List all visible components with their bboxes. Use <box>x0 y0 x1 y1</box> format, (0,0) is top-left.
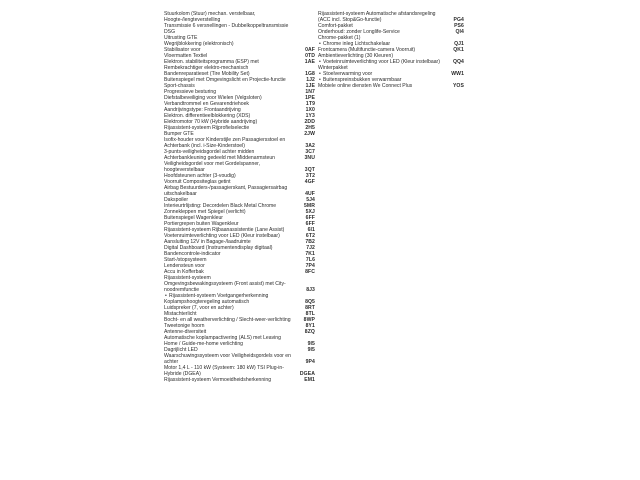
equipment-description: Chrome-pakket (1) <box>318 35 361 41</box>
equipment-description: Vloermatten Textiel <box>164 53 208 59</box>
equipment-description: Onderhoud: zonder Longlife-Service <box>318 29 400 35</box>
equipment-description: Voetenruimteverlichting voor LED (Kleur instelbaar) <box>164 233 280 239</box>
equipment-description: Achterbankleuning gedeeld met Middenarmsteun <box>164 155 276 161</box>
equipment-code: 6FF <box>305 215 315 221</box>
equipment-description: Elektron. stabiliteitsprogramma (ESP) met <box>164 59 259 65</box>
equipment-description: Start-/stopsysteem <box>164 257 207 263</box>
equipment-description: Sport-chassis <box>164 83 195 89</box>
equipment-list-left <box>164 11 315 383</box>
equipment-code: 2DD <box>304 119 315 125</box>
equipment-code: 6FF <box>305 221 315 227</box>
equipment-description: Frontcamera (Multifunctie-camera Voorruit) <box>318 47 416 53</box>
equipment-description: 3-punts-veiligheidsgordel achter midden <box>164 149 255 155</box>
equipment-code: 5XJ <box>305 209 315 215</box>
equipment-description: Voeteinruimteverlichting voor LED (Kleur instelbaar) <box>323 59 440 65</box>
equipment-item <box>164 365 315 377</box>
equipment-item <box>164 377 315 383</box>
equipment-code: 5MR <box>303 203 315 209</box>
equipment-description: Veiligheidsgordel voor met Gordelspanner, hoogteverstelbaar <box>164 161 260 173</box>
equipment-description: Verbandtrommel en Gevarendriehoek <box>164 101 249 107</box>
equipment-code: 3A2 <box>305 143 315 149</box>
equipment-code: 9I5 <box>307 341 315 347</box>
equipment-item <box>164 335 315 347</box>
equipment-code: 7J2 <box>306 245 315 251</box>
equipment-description: Buitenspiegel Wagenkleur <box>164 215 223 221</box>
equipment-code: YOS <box>452 83 464 89</box>
equipment-code: 4GF <box>304 179 315 185</box>
equipment-code: 8J3 <box>306 287 315 293</box>
equipment-item <box>164 353 315 365</box>
equipment-description: Luidspreker (7, voor en achter) <box>164 305 234 311</box>
equipment-code: 1JE <box>305 83 315 89</box>
equipment-list-right <box>318 11 464 89</box>
equipment-description: Portiergrepen buiten Wagenkleur <box>164 221 239 227</box>
equipment-code: 1AE <box>304 59 315 65</box>
equipment-description: Buitenspreinsbukken verwarmbaar <box>323 77 402 83</box>
equipment-code: PS6 <box>454 23 464 29</box>
equipment-description: Rijassistent-systeem Rijprofielselectie <box>164 125 250 131</box>
equipment-code: 7K1 <box>305 251 315 257</box>
equipment-code: 4UF <box>305 191 315 197</box>
equipment-description: Mobiele online diensten We Connect Plus <box>318 83 413 89</box>
equipment-code: 0TD <box>305 53 315 59</box>
equipment-code: QK1 <box>453 47 464 53</box>
equipment-code: PG4 <box>453 17 464 23</box>
equipment-description: Tweetonige hoorn <box>164 323 205 329</box>
equipment-code: 7P4 <box>305 263 315 269</box>
equipment-item <box>164 185 315 197</box>
equipment-description: Uitrusting GTE <box>164 35 198 41</box>
equipment-code: QI4 <box>455 29 464 35</box>
equipment-code: 6I1 <box>307 227 315 233</box>
equipment-item <box>164 161 315 173</box>
equipment-code: 1J2 <box>306 77 315 83</box>
equipment-description: Mistachterlicht <box>164 311 197 317</box>
equipment-code: 9P4 <box>305 359 315 365</box>
equipment-description: Rijassistent-systeem Voetgangerherkenning <box>169 293 269 299</box>
equipment-description: Diefstalbeveiliging voor Wielen (Velgsloten) <box>164 95 262 101</box>
equipment-description: Koplampshoogteregeling automatisch <box>164 299 250 305</box>
equipment-description: Elektron. differentieelblokkering (XDS) <box>164 113 251 119</box>
equipment-code: 0AF <box>305 47 315 53</box>
equipment-description: Bocht- en all weatherverlichting / Slecht-weer-verlichting <box>164 317 291 323</box>
equipment-code: 3QT <box>304 167 315 173</box>
equipment-description: Antenne-diversiteit <box>164 329 207 335</box>
equipment-description: Isofix-houder voor Kinderstijle zen Passagiersstoel en Achterbank (incl. i-Size-Kinderstoel) <box>164 137 286 149</box>
equipment-code: 3T2 <box>305 173 315 179</box>
equipment-code: DGEA <box>299 371 315 377</box>
equipment-code: 1PE <box>305 95 315 101</box>
equipment-description: Voorruit Compositeglas getint <box>164 179 231 185</box>
equipment-description: Transmissie 6 versnellingen - Dubbelkoppeltransmissie DSG <box>164 23 289 35</box>
equipment-description: Rijassistent-systeem Vermoeidheidsherkenning <box>164 377 272 383</box>
equipment-description: Rembekrachtiger elektro-mechanisch <box>164 65 249 71</box>
equipment-description: Comfort-pakket <box>318 23 353 29</box>
equipment-code: 6T2 <box>305 233 315 239</box>
equipment-description: Elektromotor 70 kW (Hybride aandrijving) <box>164 119 258 125</box>
equipment-code: 5J4 <box>306 197 315 203</box>
equipment-description: Omgevingsbewakingssysteem (Front assist) met City-noodremfunctie <box>164 281 286 293</box>
equipment-item <box>164 137 315 149</box>
equipment-item <box>318 11 464 23</box>
equipment-item <box>164 23 315 35</box>
equipment-code: 7L6 <box>305 257 315 263</box>
equipment-description: Interieurtrlijsting: Decordelen Black Metal Chrome <box>164 203 277 209</box>
equipment-code: QJ1 <box>454 41 464 47</box>
equipment-code: 8WP <box>303 317 315 323</box>
equipment-code: 8ZQ <box>304 329 315 335</box>
equipment-description: Automatische koplampactivering (ALS) met Leaving Home / Guide-me-home verlichting <box>164 335 281 347</box>
equipment-description: Wegrijblokkering (elektronisch) <box>164 41 234 47</box>
equipment-code: WW1 <box>451 71 464 77</box>
equipment-description: Stuurkolom (Stuur) mechan. verstelbaar, Hoogte-/lengteverstelling <box>164 11 256 23</box>
equipment-description: Dagrijlicht LED <box>164 347 198 353</box>
equipment-description: Digital Dashboard (Instrumentendisplay digitaal) <box>164 245 273 251</box>
equipment-code: QQ4 <box>452 59 464 65</box>
equipment-code: 1N7 <box>305 89 315 95</box>
equipment-description: Stabilisator voor <box>164 47 201 53</box>
equipment-item <box>164 281 315 293</box>
equipment-description: Aandrijvingstype: Frontaandrijving <box>164 107 241 113</box>
equipment-code: EM1 <box>304 377 315 383</box>
equipment-description: Hoofdsteunen achter (3-voudig) <box>164 173 236 179</box>
equipment-description: Chrome inleg Lichtschakelaar <box>323 41 391 47</box>
equipment-code: 2H5 <box>305 125 315 131</box>
equipment-code: 7B2 <box>305 239 315 245</box>
equipment-description: Buitenspiegel met Omgevingslicht en Projectie-functie <box>164 77 286 83</box>
equipment-item <box>318 83 464 89</box>
equipment-description: Airbag Bestuurders-/passagierskant, Passagiersairbag uitschakelbaar <box>164 185 288 197</box>
equipment-description: Progressieve besturing <box>164 89 217 95</box>
equipment-code: 3NU <box>304 155 315 161</box>
equipment-code: 8RT <box>305 305 315 311</box>
equipment-description: Rijassistent-systeem Rijbaanassistentie (Lane Assist) <box>164 227 285 233</box>
equipment-description: Waarschuwingssysteem voor Veiligheidsgordels voor en achter <box>164 353 291 365</box>
equipment-description: Motor 1,4 L - 110 kW (Systeem: 180 kW) TSI Plug-in-Hybride (DGEA) <box>164 365 284 377</box>
equipment-description: Bandenreparatieset (Tire Mobility Set) <box>164 71 250 77</box>
equipment-code: 9I5 <box>307 347 315 353</box>
equipment-code: 1T9 <box>305 101 315 107</box>
equipment-item <box>164 11 315 23</box>
equipment-description: Rijassistent-systeem Automatische afstandsregeling (ACC incl. Stop&Go-functie) <box>318 11 436 23</box>
equipment-description: Bumper GTE <box>164 131 194 137</box>
equipment-description: Ambientieverlichting (30 Kleuren) <box>318 53 394 59</box>
equipment-code: 8Y1 <box>305 323 315 329</box>
equipment-code: 2JW <box>304 131 315 137</box>
equipment-code: 8FC <box>305 269 315 275</box>
equipment-description: Lendensteun voor <box>164 263 205 269</box>
equipment-description: Winterpakket <box>318 65 348 71</box>
equipment-description: Dakspoiler <box>164 197 189 203</box>
equipment-code: 1Y3 <box>305 113 315 119</box>
equipment-description: Zonnekleppen met Spiegel (verlicht) <box>164 209 246 215</box>
equipment-description: Bandencontrole-indicator <box>164 251 221 257</box>
equipment-description: Accu in Kofferbak <box>164 269 204 275</box>
equipment-code: 8TL <box>305 311 315 317</box>
equipment-code: 1G8 <box>305 71 315 77</box>
equipment-code: 1X0 <box>305 107 315 113</box>
equipment-code: 8Q5 <box>305 299 315 305</box>
equipment-description: Rijassistent-systeem <box>164 275 211 281</box>
equipment-description: Stoelverwarming voor <box>323 71 373 77</box>
equipment-description: Aansluiting 12V in Bagage-/laadruimte <box>164 239 251 245</box>
equipment-code: 3C7 <box>305 149 315 155</box>
